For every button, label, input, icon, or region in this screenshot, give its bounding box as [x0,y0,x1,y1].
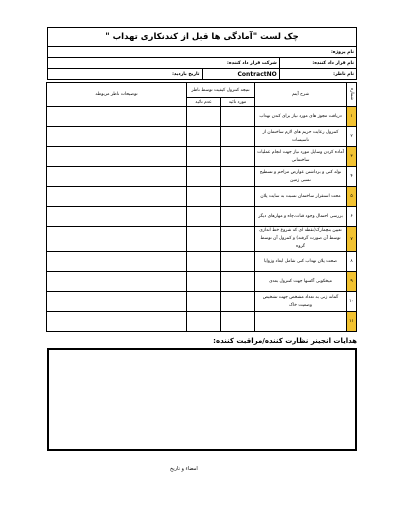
confirmed-cell[interactable] [221,312,255,332]
item-description: دریافت مجوز های مورد نیاز برای کندن تهداب [255,107,347,127]
item-number: ۴ [347,167,357,187]
item-description [255,312,347,332]
comment-cell[interactable] [46,272,186,292]
item-number: ۵ [347,187,357,207]
checklist-row [46,252,356,272]
comment-cell[interactable] [46,312,186,332]
contract-number-value: ContractNO [202,69,279,80]
not-confirmed-cell[interactable] [186,227,220,252]
confirmed-cell[interactable] [221,207,255,227]
visit-date-field: تاریخ بازدید: [48,69,203,80]
contracting-name-field: نام قرار داد کننده: [279,58,356,69]
supervisor-comments-header: توضیحات ناظر مربوطه [46,83,186,107]
comment-cell[interactable] [46,127,186,147]
contractor-company-field: شرکت قرار داد کننده: [48,58,280,69]
checklist-table [46,82,357,332]
confirmed-cell[interactable] [221,292,255,312]
not-confirmed-cell[interactable] [186,252,220,272]
item-description: نوله کنی و برداشتن عوارض مزاحم و تسطیح نسبی زمین [255,167,347,187]
item-description: بررسی احتمال وجود قنات،چاه و مهارهای دیگر [255,207,347,227]
checklist-row [46,107,356,127]
confirmed-cell[interactable] [221,227,255,252]
comment-cell[interactable] [46,252,186,272]
comment-cell[interactable] [46,147,186,167]
project-name-field: نام پروژه: [48,47,357,58]
not-confirmed-cell[interactable] [186,127,220,147]
item-number: ۹ [347,272,357,292]
comment-cell[interactable] [46,187,186,207]
number-header: شماره [347,83,357,107]
confirmed-cell[interactable] [221,107,255,127]
item-number: ۱۰ [347,292,357,312]
not-confirmed-cell[interactable] [186,167,220,187]
checklist-row [46,207,356,227]
item-description: تعیین بنچمارک(نقطه ای که شروع خط اندازی توسط آن صورت گرفته) و کنترول آن توسط گروه [255,227,347,252]
not-confirmed-header: عدم تائید [186,98,220,107]
item-number: ۷ [347,227,357,252]
signature-label: امضاء و تاریخ [170,466,198,472]
confirmed-cell[interactable] [221,187,255,207]
checklist-row [46,312,356,332]
not-confirmed-cell[interactable] [186,147,220,167]
item-number: ۶ [347,207,357,227]
comment-cell[interactable] [46,107,186,127]
item-number: ۸ [347,252,357,272]
item-description: گمانه زنی به تعداد مشخص جهت تشخیص وضعیت خاک [255,292,347,312]
checklist-row [46,227,356,252]
form-title: چک لست "آمادگی ها قبل از کندنکاری تهداب " [48,28,357,47]
not-confirmed-cell[interactable] [186,292,220,312]
checklist-row [46,127,356,147]
supervisor-notes-box[interactable] [47,348,357,451]
checklist-row [46,167,356,187]
not-confirmed-cell[interactable] [186,272,220,292]
confirmed-cell[interactable] [221,252,255,272]
checklist-row [46,187,356,207]
description-header: شرح آیتم [255,83,347,107]
checklist-row [46,147,356,167]
supervisor-name-field: نام ناظر: [279,69,356,80]
comment-cell[interactable] [46,292,186,312]
confirmed-cell[interactable] [221,127,255,147]
checklist-row [46,272,356,292]
item-number: ۱۱ [347,312,357,332]
comment-cell[interactable] [46,207,186,227]
item-number: ۱ [347,107,357,127]
item-description: صحت پلان تهداب کنی شامل ابعاد وزوایا [255,252,347,272]
info-table [47,27,357,80]
confirmed-cell[interactable] [221,147,255,167]
item-description: کنترول رعایت حریم های لازم ساختمان از تاسیسات [255,127,347,147]
confirmed-cell[interactable] [221,167,255,187]
confirmed-header: مورد تائید [221,98,255,107]
checklist-sheet [47,27,357,451]
not-confirmed-cell[interactable] [186,207,220,227]
not-confirmed-cell[interactable] [186,312,220,332]
item-description: میخکوبی آکسها جهت کنترول بعدی [255,272,347,292]
comment-cell[interactable] [46,227,186,252]
item-description: آماده کردن وسایل مورد نیاز جهت انجام عملیات ساختمانی [255,147,347,167]
comment-cell[interactable] [46,167,186,187]
item-number: ۲ [347,127,357,147]
item-description: محت استقرار ساختمان نسبت به سایت پلان [255,187,347,207]
not-confirmed-cell[interactable] [186,107,220,127]
supervisor-notes-title: هدایات انجینر نظارت کننده/مراقبت کننده: [213,337,357,345]
confirmed-cell[interactable] [221,272,255,292]
qc-result-header: نتیجه کنترول کیفیت توسط ناظر [186,83,254,98]
item-number: ۳ [347,147,357,167]
not-confirmed-cell[interactable] [186,187,220,207]
checklist-row [46,292,356,312]
